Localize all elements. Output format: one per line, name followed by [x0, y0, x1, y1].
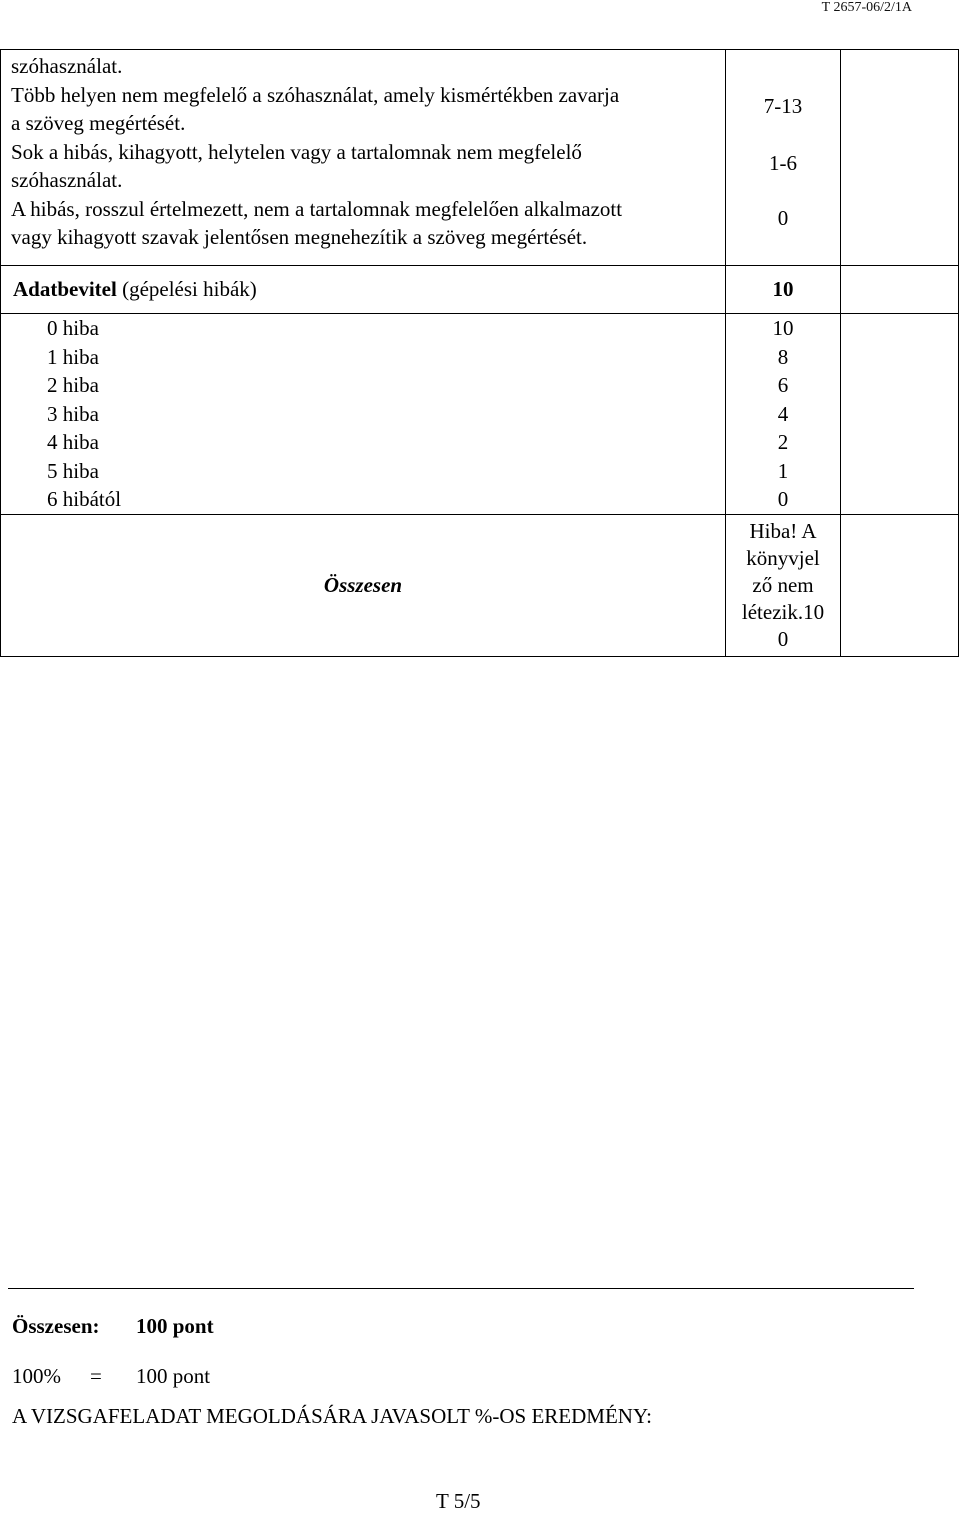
error-row	[1, 428, 959, 457]
error-row	[1, 485, 959, 514]
error-row	[1, 314, 959, 343]
error-points: 8	[726, 343, 841, 372]
total-value	[726, 514, 841, 656]
empty-cell	[841, 485, 959, 514]
summary-total-value: 100 pont	[136, 1314, 214, 1338]
empty-cell	[841, 371, 959, 400]
empty-cell	[841, 514, 959, 656]
equals-sign: =	[90, 1364, 102, 1388]
empty-cell	[841, 314, 959, 343]
total-value-line: létezik.10	[741, 599, 825, 624]
criteria-line: a szöveg megértését.	[11, 111, 186, 135]
error-points: 4	[726, 400, 841, 429]
empty-cell	[841, 266, 959, 314]
points-range: 1-6	[769, 150, 797, 175]
error-row	[1, 400, 959, 429]
category-label	[1, 266, 726, 314]
error-points: 6	[726, 371, 841, 400]
total-value-line: könyvjel	[746, 545, 820, 570]
error-points: 0	[726, 485, 841, 514]
summary-percentage	[12, 1364, 211, 1389]
document-code: T 2657-06/2/1A	[821, 0, 912, 15]
empty-cell	[841, 343, 959, 372]
points-range: 7-13	[763, 94, 803, 118]
points-range: 0	[777, 206, 789, 230]
total-value-line: Hiba! A	[749, 518, 817, 543]
error-points: 10	[726, 314, 841, 343]
percentage-label: 100%	[12, 1364, 61, 1388]
error-count-label: 3 hiba	[1, 400, 726, 429]
empty-cell	[841, 50, 959, 266]
error-count-label: 4 hiba	[1, 428, 726, 457]
error-count-label: 6 hibától	[1, 485, 726, 514]
empty-cell	[841, 428, 959, 457]
category-row	[1, 266, 959, 314]
result-line: A VIZSGAFELADAT MEGOLDÁSÁRA JAVASOLT %-OS EREDMÉNY:	[12, 1404, 653, 1428]
total-value-line: ző nem	[752, 572, 814, 597]
empty-cell	[841, 457, 959, 486]
total-value-line: 0	[777, 626, 789, 651]
criteria-line: Több helyen nem megfelelő a szóhasználat, amely kismértékben zavarja	[11, 82, 620, 107]
error-count-label: 0 hiba	[1, 314, 726, 343]
horizontal-rule	[8, 1288, 914, 1289]
criteria-description	[1, 50, 726, 266]
criteria-line: szóhasználat.	[11, 168, 123, 192]
error-points: 2	[726, 428, 841, 457]
criteria-points	[726, 50, 841, 266]
total-label: Összesen	[1, 514, 726, 656]
scoring-table	[0, 49, 959, 657]
category-points: 10	[726, 266, 841, 314]
category-label-rest: (gépelési hibák)	[116, 277, 257, 301]
error-row	[1, 371, 959, 400]
error-row	[1, 343, 959, 372]
error-points: 1	[726, 457, 841, 486]
empty-cell	[841, 400, 959, 429]
error-count-label: 5 hiba	[1, 457, 726, 486]
page-number: T 5/5	[436, 1489, 481, 1513]
percentage-value: 100 pont	[136, 1364, 211, 1388]
error-row	[1, 457, 959, 486]
criteria-line: szóhasználat.	[11, 54, 123, 78]
criteria-line: Sok a hibás, kihagyott, helytelen vagy a tartalomnak nem megfelelő	[11, 139, 582, 164]
summary-total-label: Összesen:	[12, 1314, 100, 1338]
top-criteria-row	[1, 50, 959, 266]
summary-total	[12, 1314, 214, 1339]
total-row	[1, 514, 959, 656]
error-count-label: 1 hiba	[1, 343, 726, 372]
error-count-label: 2 hiba	[1, 371, 726, 400]
category-label-bold: Adatbevitel	[13, 277, 117, 301]
criteria-line: A hibás, rosszul értelmezett, nem a tartalomnak megfelelően alkalmazott	[11, 196, 623, 221]
criteria-line: vagy kihagyott szavak jelentősen megnehezítik a szöveg megértését.	[11, 225, 588, 249]
